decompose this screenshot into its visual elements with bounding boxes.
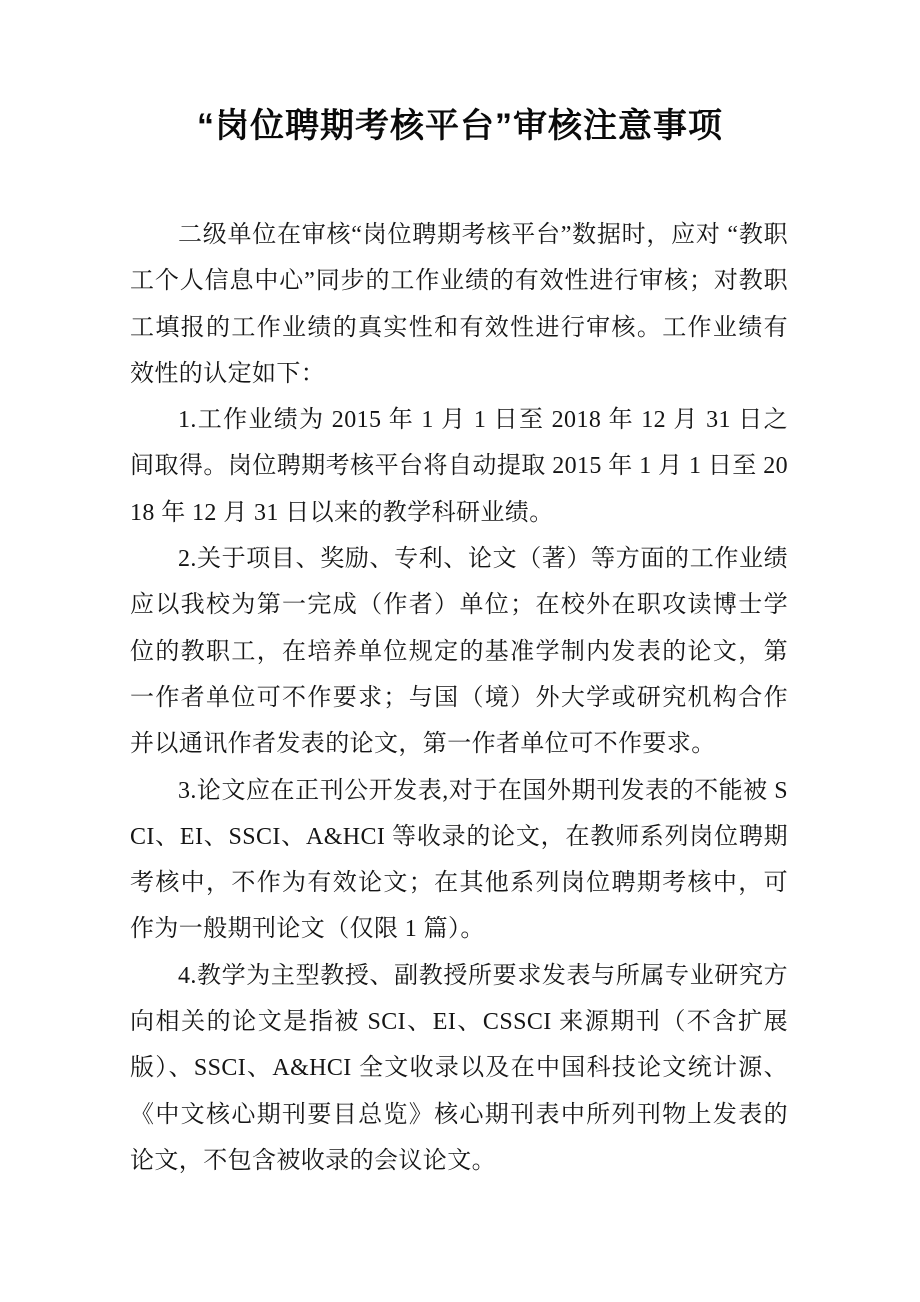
paragraph-item-2: 2.关于项目、奖励、专利、论文（著）等方面的工作业绩应以我校为第一完成（作者）单位；在校外在职攻读博士学位的教职工，在培养单位规定的基准学制内发表的论文，第一作者单位可不作要求；与国（境）外大学或研究机构合作并以通讯作者发表的论文，第一作者单位可不作要求。	[130, 546, 788, 758]
document-title: “岗位聘期考核平台”审核注意事项	[197, 107, 723, 145]
paragraph-intro: 二级单位在审核“岗位聘期考核平台”数据时，应对 “教职工个人信息中心”同步的工作业绩的有效性进行审核；对教职工填报的工作业绩的真实性和有效性进行审核。工作业绩有效性的认定如下：	[130, 222, 788, 387]
paragraph-item-4: 4.教学为主型教授、副教授所要求发表与所属专业研究方向相关的论文是指被 SCI、EI、CSSCI 来源期刊（不含扩展版）、SSCI、A&HCI 全文收录以及在中国科技论文统计源、《中文核心期刊要目总览》核心期刊表中所列刊物上发表的论文，不包含被收录的会议论文。	[130, 962, 788, 1174]
paragraph-item-3: 3.论文应在正刊公开发表,对于在国外期刊发表的不能被 SCI、EI、SSCI、A&HCI 等收录的论文，在教师系列岗位聘期考核中，不作为有效论文；在其他系列岗位聘期考核中，可作为一般期刊论文（仅限 1 篇）。	[130, 777, 788, 943]
paragraph-item-1: 1.工作业绩为 2015 年 1 月 1 日至 2018 年 12 月 31 日之间取得。岗位聘期考核平台将自动提取 2015 年 1 月 1 日至 2018 年 12 月 31 日以来的教学科研业绩。	[130, 407, 788, 526]
document-body	[130, 212, 788, 1184]
